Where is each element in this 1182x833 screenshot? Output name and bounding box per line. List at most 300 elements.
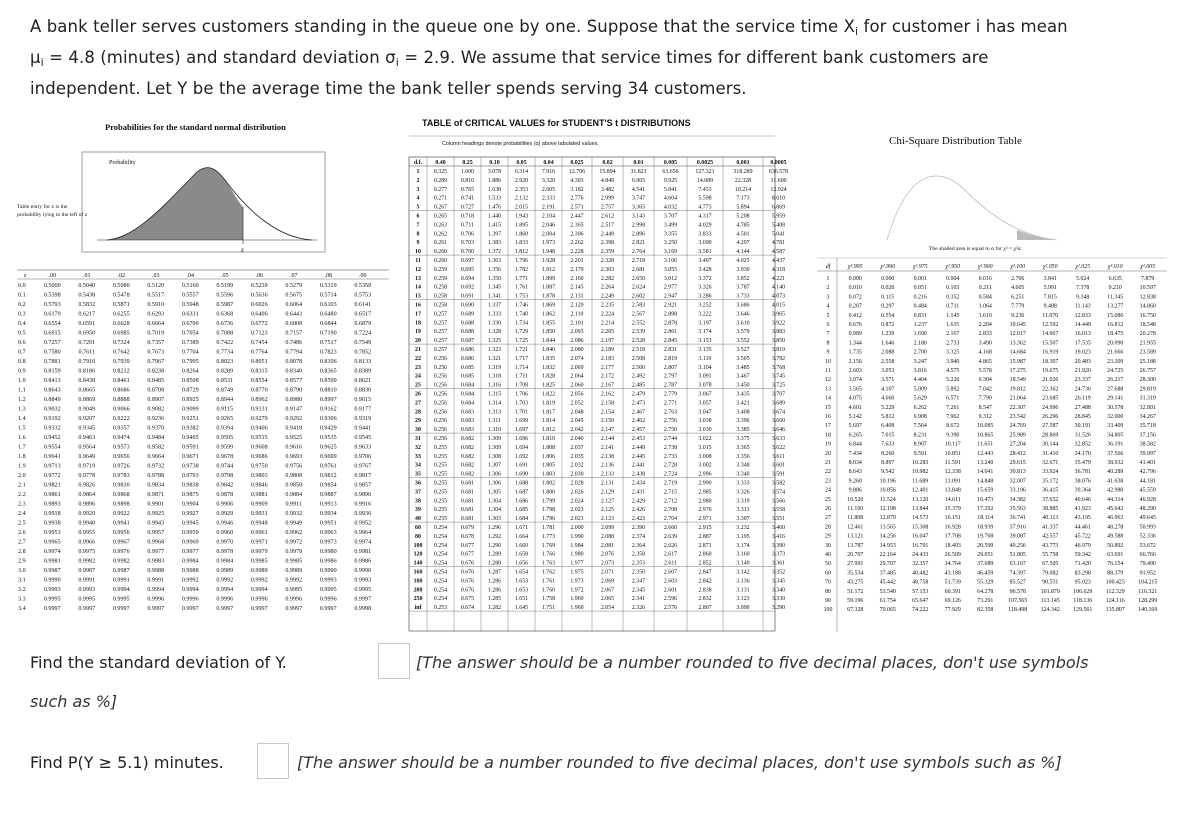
normal-prob-cell: 0.9441: [354, 425, 372, 432]
t-value-cell: 1.977: [570, 560, 584, 567]
t-value-cell: 4.144: [736, 249, 750, 256]
t-df-value: 24: [415, 373, 421, 380]
t-value-cell: 1.798: [541, 507, 556, 514]
chi-value-cell: 9.210: [1108, 285, 1122, 292]
t-value-cell: 2.807: [663, 364, 678, 371]
t-value-cell: 0.254: [433, 551, 448, 558]
t-value-cell: 1.806: [541, 453, 556, 460]
t-value-cell: 4.221: [771, 275, 786, 282]
chi-value-cell: 45.642: [1107, 506, 1124, 512]
chi-value-cell: 90.531: [1042, 579, 1059, 586]
normal-prob-cell: 0.9981: [354, 549, 372, 555]
chi-value-cell: 28.845: [1074, 414, 1091, 420]
t-value-cell: 3.002: [698, 462, 712, 469]
normal-prob-cell: 0.9131: [250, 406, 268, 413]
t-value-cell: 2.764: [631, 249, 646, 256]
t-value-cell: 3.365: [736, 444, 750, 451]
chi-value-cell: 10.117: [944, 441, 961, 448]
chi-value-cell: 0.207: [848, 303, 862, 310]
normal-prob-cell: 0.9115: [216, 406, 234, 413]
t-value-cell: 2.434: [631, 480, 646, 487]
chi-value-cell: 59.196: [847, 598, 864, 604]
normal-prob-cell: 0.9996: [319, 596, 337, 603]
normal-prob-cell: 0.5080: [112, 283, 130, 289]
t-table-subtitle: Column headings denote probabilities (α) above tabulated values.: [442, 141, 599, 147]
t-value-cell: 0.692: [460, 284, 475, 291]
chi-curve: [887, 176, 1057, 240]
t-value-cell: 2.224: [600, 311, 615, 318]
chi-value-cell: 2.700: [913, 349, 927, 356]
t-value-cell: 3.558: [771, 507, 786, 514]
t-value-cell: 0.254: [433, 542, 448, 549]
chi-value-cell: 0.484: [913, 303, 927, 310]
normal-prob-cell: 0.9868: [112, 492, 130, 498]
normal-prob-cell: 0.9279: [250, 416, 268, 422]
t-value-cell: 1.828: [541, 373, 556, 380]
normal-prob-cell: 0.6368: [216, 311, 234, 318]
chi-value-cell: 38.076: [1074, 478, 1091, 485]
answer-input-2[interactable]: [257, 743, 289, 779]
chi-value-cell: 51.172: [847, 588, 864, 595]
t-value-cell: 2.131: [570, 293, 584, 300]
t-value-cell: 1.699: [514, 418, 529, 425]
t-value-cell: 1.286: [487, 587, 502, 594]
normal-prob-cell: 0.6772: [250, 321, 268, 327]
t-value-cell: 2.920: [514, 177, 529, 184]
normal-prob-cell: 0.8554: [250, 378, 268, 384]
chi-value-cell: 50.892: [1107, 542, 1124, 549]
chi-value-cell: 18.307: [1042, 358, 1059, 365]
chi-value-cell: 14.848: [977, 478, 994, 485]
t-value-cell: 1.697: [514, 427, 529, 434]
chi-value-cell: 118.136: [1073, 598, 1093, 604]
chi-value-cell: 12.198: [879, 506, 896, 512]
normal-prob-cell: 0.9904: [181, 501, 199, 508]
t-value-cell: 2.000: [570, 525, 584, 531]
t-df-value: 26: [415, 391, 421, 398]
chi-value-cell: 112.329: [1105, 588, 1125, 595]
chi-df-value: 100: [823, 607, 833, 614]
t-value-cell: 2.617: [663, 551, 678, 558]
t-value-cell: 2.104: [541, 213, 556, 220]
t-value-cell: 0.258: [433, 302, 448, 309]
chi-value-cell: 10.865: [977, 432, 994, 439]
chi-value-cell: 14.953: [879, 542, 896, 549]
normal-prob-cell: 0.9582: [147, 444, 165, 451]
normal-prob-cell: 0.9394: [216, 425, 234, 432]
t-value-cell: 3.482: [600, 186, 615, 193]
chi-value-cell: 63.691: [1107, 552, 1124, 558]
t-value-cell: 1.766: [541, 551, 556, 558]
t-value-cell: 0.257: [433, 338, 448, 345]
t-value-cell: 3.286: [698, 293, 712, 300]
t-value-cell: 1.734: [514, 320, 529, 327]
t-value-cell: 2.073: [600, 560, 615, 567]
normal-prob-cell: 0.9871: [147, 492, 165, 498]
chi-value-cell: 49.645: [1139, 515, 1156, 522]
chi-value-cell: 10.520: [847, 496, 864, 503]
normal-prob-cell: 0.9066: [112, 406, 130, 413]
chi-value-cell: 36.191: [1107, 441, 1124, 448]
chi-value-cell: 19.675: [1042, 368, 1059, 374]
normal-prob-cell: 0.9961: [250, 530, 268, 536]
normal-prob-cell: 0.9979: [250, 549, 268, 555]
t-df-value: 37: [415, 489, 421, 496]
normal-prob-cell: 0.9980: [319, 549, 337, 555]
normal-prob-cell: 0.5910: [147, 302, 165, 308]
normal-prob-cell: 0.6217: [78, 311, 96, 318]
normal-col-header: .00: [48, 273, 57, 279]
chi-value-cell: 10.982: [912, 469, 929, 476]
t-value-cell: 1.000: [460, 169, 475, 175]
t-value-cell: 0.257: [433, 320, 448, 327]
t-value-cell: 0.703: [460, 240, 475, 247]
t-value-cell: 0.256: [433, 355, 448, 362]
t-value-cell: 1.701: [514, 409, 529, 416]
chi-value-cell: 0.001: [913, 276, 927, 282]
chi-value-cell: 2.156: [848, 358, 862, 365]
normal-prob-cell: 0.9756: [285, 463, 303, 470]
t-col-header: 0.10: [489, 160, 500, 166]
chi-value-cell: 23.542: [1009, 414, 1026, 420]
t-value-cell: 1.308: [487, 453, 502, 460]
normal-prob-cell: 0.8365: [319, 368, 337, 375]
t-value-cell: 1.310: [487, 427, 502, 434]
chi-value-cell: 45.442: [879, 579, 896, 586]
t-value-cell: 0.684: [460, 400, 475, 407]
t-value-cell: 2.763: [663, 409, 678, 416]
chi-value-cell: 3.053: [881, 368, 895, 374]
chi-value-cell: 124.342: [1040, 607, 1060, 614]
normal-prob-cell: 0.9975: [78, 549, 96, 555]
normal-prob-cell: 0.9357: [112, 425, 130, 432]
chi-value-cell: 71.420: [1074, 561, 1091, 568]
t-value-cell: 3.038: [698, 418, 712, 425]
chi-value-cell: 2.706: [1011, 276, 1025, 282]
t-value-cell: 2.441: [631, 462, 646, 469]
chi-value-cell: 11.808: [847, 515, 864, 522]
t-value-cell: 2.728: [663, 462, 678, 469]
reference-tables-image: [17, 112, 1167, 632]
chi-value-cell: 12.401: [912, 487, 929, 494]
t-value-cell: 2.990: [698, 480, 712, 487]
t-df-value: 6: [416, 213, 420, 220]
probability-label: Probability: [109, 160, 136, 166]
t-value-cell: 0.681: [460, 507, 475, 514]
normal-z-value: 3.4: [18, 606, 26, 612]
normal-z-value: 1.6: [18, 435, 26, 441]
chi-value-cell: 140.169: [1138, 607, 1158, 614]
normal-prob-cell: 0.9599: [216, 444, 234, 451]
normal-z-value: 2.5: [18, 520, 26, 527]
t-value-cell: 0.690: [460, 302, 475, 309]
chi-df-value: 9: [826, 349, 830, 356]
normal-prob-cell: 0.9995: [43, 596, 61, 603]
chi-value-cell: 13.240: [977, 460, 994, 466]
chi-value-cell: 7.042: [978, 386, 992, 393]
t-value-cell: 1.323: [487, 347, 502, 353]
normal-prob-cell: 0.9965: [43, 539, 61, 546]
t-value-cell: 2.744: [663, 436, 678, 442]
normal-prob-cell: 0.9995: [354, 587, 372, 593]
normal-prob-cell: 0.9997: [216, 606, 234, 612]
normal-prob-cell: 0.9986: [354, 558, 372, 565]
chi-value-cell: 4.075: [848, 395, 862, 402]
chi-value-cell: 14.067: [1042, 331, 1059, 338]
chi-value-cell: 70.065: [879, 607, 896, 614]
normal-prob-cell: 0.9535: [319, 435, 337, 441]
normal-prob-cell: 0.9706: [354, 454, 372, 460]
t-value-cell: 1.761: [514, 284, 529, 291]
normal-prob-cell: 0.9418: [285, 425, 303, 432]
t-value-cell: 1.812: [541, 427, 556, 434]
t-value-cell: 2.398: [600, 240, 615, 247]
chi-value-cell: 104.215: [1138, 579, 1158, 586]
t-value-cell: 2.042: [570, 427, 584, 434]
normal-prob-cell: 0.9987: [78, 568, 96, 574]
normal-prob-cell: 0.8888: [112, 397, 130, 403]
chi-value-cell: 10.597: [1139, 285, 1156, 292]
chi-df-value: 21: [825, 460, 831, 466]
t-value-cell: 1.973: [570, 578, 584, 585]
chi-value-cell: 13.277: [1107, 303, 1124, 310]
chi-value-cell: 28.300: [1139, 377, 1156, 384]
chi-square-table: [817, 135, 1167, 632]
chi-df-value: 20: [825, 450, 831, 457]
t-value-cell: 2.915: [698, 525, 712, 531]
normal-prob-cell: 0.9525: [285, 435, 303, 441]
t-value-cell: 1.887: [541, 284, 556, 291]
normal-prob-cell: 0.9591: [181, 444, 199, 451]
answer-input-1[interactable]: [378, 643, 410, 679]
normal-prob-cell: 0.7422: [216, 340, 234, 346]
t-df-value: 180: [413, 578, 423, 585]
t-value-cell: 1.972: [570, 587, 584, 594]
t-value-cell: 2.426: [631, 507, 646, 514]
normal-prob-cell: 0.9990: [319, 568, 337, 574]
normal-prob-cell: 0.9545: [354, 435, 372, 441]
chi-value-cell: 21.955: [1139, 340, 1156, 347]
chi-value-cell: 27.204: [1009, 441, 1026, 448]
t-value-cell: 1.305: [487, 489, 502, 496]
t-value-cell: 1.844: [541, 338, 556, 345]
normal-prob-cell: 0.7517: [319, 340, 337, 346]
t-value-cell: 3.090: [736, 605, 750, 612]
t-value-cell: 0.682: [460, 471, 475, 478]
t-df-value: 20: [415, 338, 421, 345]
chi-value-cell: 46.459: [977, 570, 994, 577]
chi-col-header: χ².975: [912, 264, 928, 270]
chi-value-cell: 0.016: [978, 276, 992, 282]
normal-z-value: 3.3: [18, 596, 26, 603]
t-value-cell: 2.183: [600, 355, 615, 362]
chi-value-cell: 17.275: [1009, 368, 1026, 374]
t-value-cell: 6.869: [771, 204, 786, 211]
chi-value-cell: 79.490: [1139, 561, 1156, 568]
chi-value-cell: 5.697: [848, 423, 862, 430]
t-value-cell: 2.131: [600, 480, 615, 487]
chi-value-cell: 1.145: [946, 312, 960, 319]
t-value-cell: 3.582: [771, 480, 786, 487]
chi-value-cell: 12.879: [879, 515, 896, 522]
chi-value-cell: 5.142: [848, 414, 862, 420]
t-value-cell: 2.235: [600, 302, 615, 309]
t-value-cell: 6.965: [631, 177, 646, 184]
t-value-cell: 1.651: [514, 596, 529, 603]
t-value-cell: 1.397: [487, 231, 502, 238]
t-value-cell: 0.686: [460, 355, 475, 362]
t-value-cell: 4.781: [771, 240, 786, 247]
t-value-cell: 0.697: [460, 258, 475, 264]
t-value-cell: 0.256: [433, 409, 448, 416]
normal-prob-cell: 0.5987: [216, 302, 234, 308]
t-value-cell: 1.833: [514, 240, 529, 247]
t-value-cell: 2.303: [600, 266, 615, 273]
t-value-cell: 1.690: [514, 471, 529, 478]
t-value-cell: 1.686: [514, 498, 529, 505]
t-df-value: 33: [415, 453, 421, 460]
normal-prob-cell: 0.7123: [250, 330, 268, 337]
t-value-cell: 0.718: [460, 213, 475, 220]
t-col-header: 0.05: [516, 160, 527, 166]
chi-df-value: 5: [826, 312, 830, 319]
normal-prob-cell: 0.9996: [216, 596, 234, 603]
chi-df-value: 13: [825, 386, 831, 393]
normal-prob-cell: 0.6331: [181, 311, 199, 318]
t-value-cell: 2.612: [600, 213, 615, 220]
t-value-cell: 3.792: [771, 355, 786, 362]
normal-prob-cell: 0.9963: [319, 530, 337, 536]
t-value-cell: 1.671: [514, 525, 529, 531]
normal-z-value: 0.1: [18, 292, 26, 299]
t-value-cell: 2.147: [600, 427, 615, 434]
t-value-cell: 2.539: [631, 329, 646, 336]
t-value-cell: 3.428: [698, 266, 712, 273]
t-value-cell: 1.800: [541, 489, 556, 496]
t-value-cell: 1.303: [487, 516, 502, 523]
problem-line-2: $\mu_i = 4.8$ (minutes) and standard deviation $\sigma_i = 2.9$. We assume that service times for different bank customers are: [30, 48, 989, 69]
chi-value-cell: 10.283: [912, 460, 929, 466]
t-value-cell: 2.054: [600, 605, 615, 612]
t-value-cell: 0.255: [433, 498, 448, 505]
chi-value-cell: 11.591: [944, 460, 961, 466]
t-value-cell: 2.602: [631, 293, 646, 300]
chi-value-cell: 5.578: [978, 368, 992, 374]
chi-value-cell: 27.587: [1042, 423, 1059, 430]
normal-prob-cell: 0.8159: [43, 368, 61, 375]
t-value-cell: 2.328: [600, 258, 615, 264]
normal-z-value: 1.0: [18, 378, 26, 384]
t-df-value: inf: [414, 605, 422, 612]
t-value-cell: 7.173: [736, 195, 750, 202]
normal-table: [17, 122, 389, 612]
chi-df-value: 24: [825, 487, 831, 494]
chi-value-cell: 34.382: [1009, 496, 1026, 503]
normal-prob-cell: 0.9925: [147, 511, 165, 517]
normal-prob-cell: 0.9966: [78, 539, 96, 546]
normal-prob-cell: 0.6517: [354, 311, 372, 318]
t-value-cell: 3.182: [570, 186, 584, 193]
chi-value-cell: 36.741: [1009, 515, 1026, 522]
t-value-cell: 1.753: [514, 293, 529, 300]
normal-prob-cell: 0.8944: [216, 397, 234, 403]
t-value-cell: 1.696: [514, 436, 529, 442]
normal-prob-cell: 0.9861: [43, 492, 61, 498]
normal-prob-cell: 0.9994: [181, 587, 199, 593]
chi-value-cell: 23.337: [1074, 377, 1091, 384]
t-value-cell: 2.030: [570, 471, 584, 478]
t-value-cell: 1.685: [514, 507, 529, 514]
t-value-cell: 2.681: [631, 266, 646, 273]
t-value-cell: 4.849: [600, 177, 615, 184]
t-value-cell: 1.928: [541, 258, 556, 264]
normal-prob-cell: 0.9997: [78, 606, 96, 612]
chi-value-cell: 46.979: [1074, 542, 1091, 549]
chi-df-value: 14: [825, 395, 831, 402]
normal-prob-cell: 0.9484: [147, 435, 165, 441]
normal-prob-cell: 0.9995: [285, 587, 303, 593]
t-value-cell: 2.333: [541, 195, 556, 202]
normal-prob-cell: 0.5596: [216, 292, 234, 299]
t-value-cell: 0.325: [433, 169, 448, 175]
t-value-cell: 2.345: [631, 587, 646, 594]
t-value-cell: 0.686: [460, 347, 475, 353]
t-value-cell: 2.150: [600, 418, 615, 425]
t-df-value: 15: [415, 293, 421, 300]
t-value-cell: 1.687: [514, 489, 529, 496]
chi-value-cell: 66.766: [1139, 552, 1156, 558]
normal-z-value: 0.0: [18, 283, 26, 289]
t-value-cell: 0.259: [433, 266, 448, 273]
t-value-cell: 1.799: [541, 498, 556, 505]
normal-prob-cell: 0.9992: [181, 577, 199, 584]
t-value-cell: 4.140: [771, 284, 786, 291]
chi-value-cell: 0.216: [913, 294, 927, 301]
chi-value-cell: 18.939: [977, 524, 994, 531]
chi-value-cell: 18.493: [944, 542, 961, 549]
t-value-cell: 0.254: [433, 569, 448, 576]
t-value-cell: 0.684: [460, 391, 475, 398]
t-value-cell: 3.348: [736, 462, 750, 469]
normal-prob-cell: 0.9906: [216, 501, 234, 508]
normal-z-value: 0.6: [18, 340, 26, 346]
t-value-cell: 3.396: [736, 418, 750, 425]
t-value-cell: 2.756: [663, 418, 678, 425]
chi-df-value: 70: [825, 579, 831, 586]
t-value-cell: 2.708: [663, 507, 678, 514]
chi-value-cell: 4.865: [978, 358, 992, 365]
t-value-cell: 1.638: [487, 186, 502, 193]
t-value-cell: 0.676: [460, 587, 475, 594]
chi-value-cell: 17.535: [1074, 340, 1091, 347]
t-value-cell: 2.067: [600, 587, 615, 594]
t-df-value: 60: [415, 525, 421, 531]
chi-value-cell: 25.188: [1139, 358, 1156, 365]
t-value-cell: 3.690: [698, 240, 712, 247]
t-value-cell: 2.123: [600, 516, 615, 523]
normal-prob-cell: 0.9974: [43, 549, 61, 555]
normal-prob-cell: 0.9821: [43, 482, 61, 489]
t-value-cell: 0.255: [433, 480, 448, 487]
t-value-cell: 1.825: [541, 382, 556, 389]
t-value-cell: 2.154: [600, 409, 615, 416]
t-value-cell: 2.069: [570, 364, 584, 371]
t-value-cell: 2.197: [600, 338, 615, 345]
t-value-cell: 2.831: [663, 347, 678, 353]
t-value-cell: 2.750: [663, 427, 678, 434]
t-value-cell: 2.358: [631, 551, 646, 558]
chi-value-cell: 16.013: [1074, 331, 1091, 338]
